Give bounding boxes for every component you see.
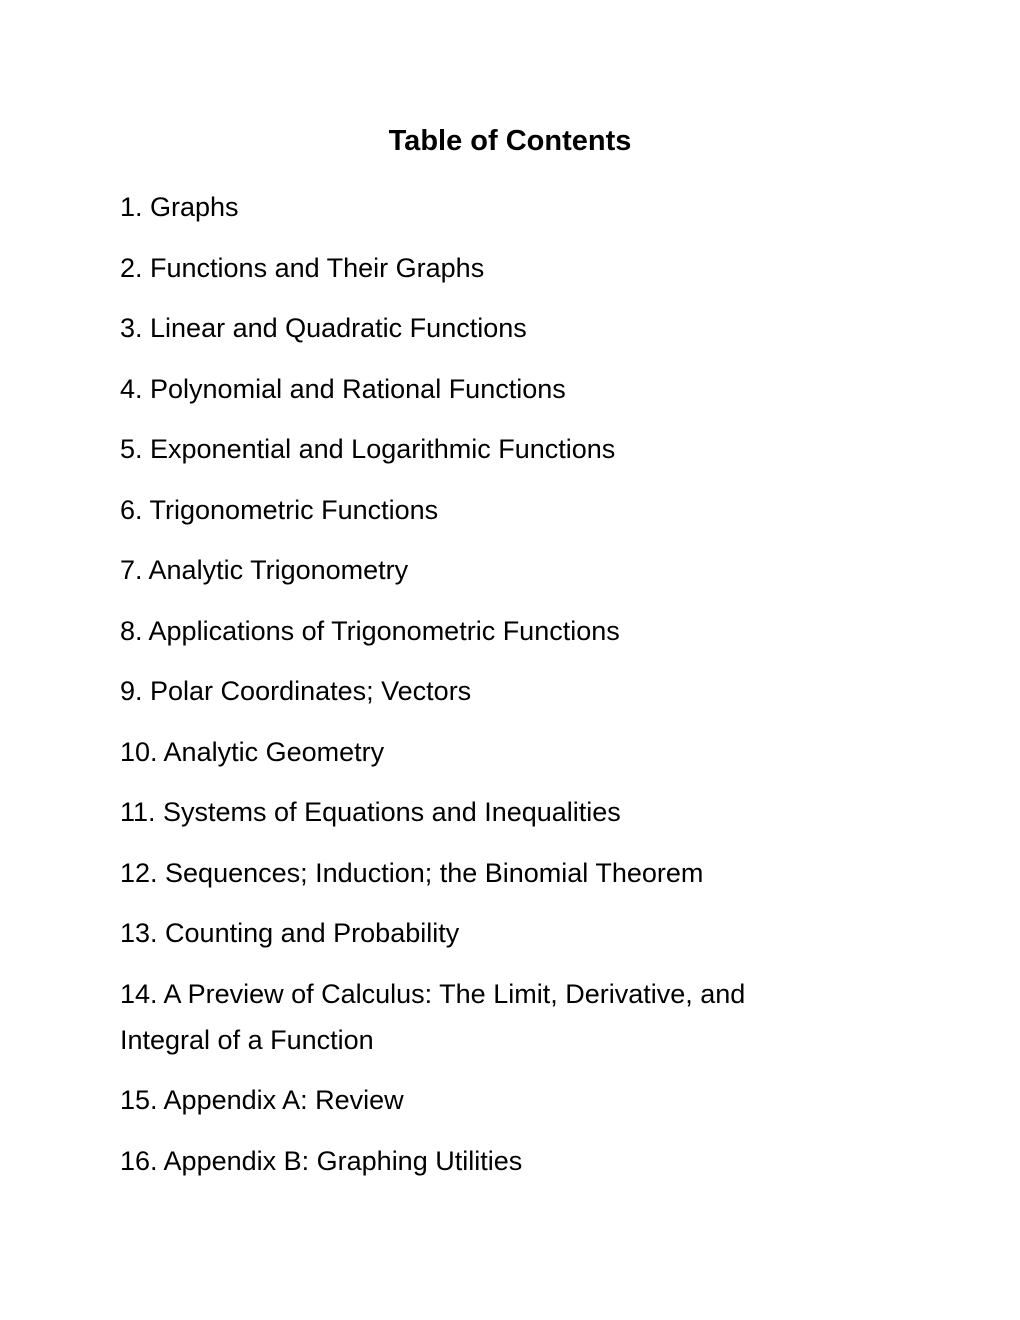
toc-entry-2: 2. Functions and Their Graphs: [120, 252, 485, 283]
toc-entry-7: 7. Analytic Trigonometry: [120, 555, 409, 585]
toc-entry-3: 3. Linear and Quadratic Functions: [120, 313, 527, 343]
toc-entry-4: 4. Polynomial and Rational Functions: [120, 373, 566, 404]
toc-entry-11: 11. Systems of Equations and Inequalities: [120, 797, 621, 827]
table-of-contents-list: [120, 184, 840, 1198]
toc-entry-9: 9. Polar Coordinates; Vectors: [120, 676, 472, 706]
toc-entry-8: 8. Applications of Trigonometric Functions: [120, 615, 620, 646]
toc-entry-15: 15. Appendix A: Review: [120, 1085, 404, 1115]
toc-entry-12: 12. Sequences; Induction; the Binomial Theorem: [120, 857, 704, 888]
toc-entry-14: 14. A Preview of Calculus: The Limit, Derivative, and Integral of a Function: [120, 978, 746, 1055]
toc-entry-1: 1. Graphs: [120, 192, 239, 222]
toc-entry-13: 13. Counting and Probability: [120, 918, 460, 948]
toc-entry-10: 10. Analytic Geometry: [120, 736, 385, 767]
toc-entry-16: 16. Appendix B: Graphing Utilities: [120, 1145, 523, 1176]
toc-entry-6: 6. Trigonometric Functions: [120, 494, 439, 525]
page-title: Table of Contents: [388, 125, 632, 157]
toc-entry-5: 5. Exponential and Logarithmic Functions: [120, 434, 616, 464]
